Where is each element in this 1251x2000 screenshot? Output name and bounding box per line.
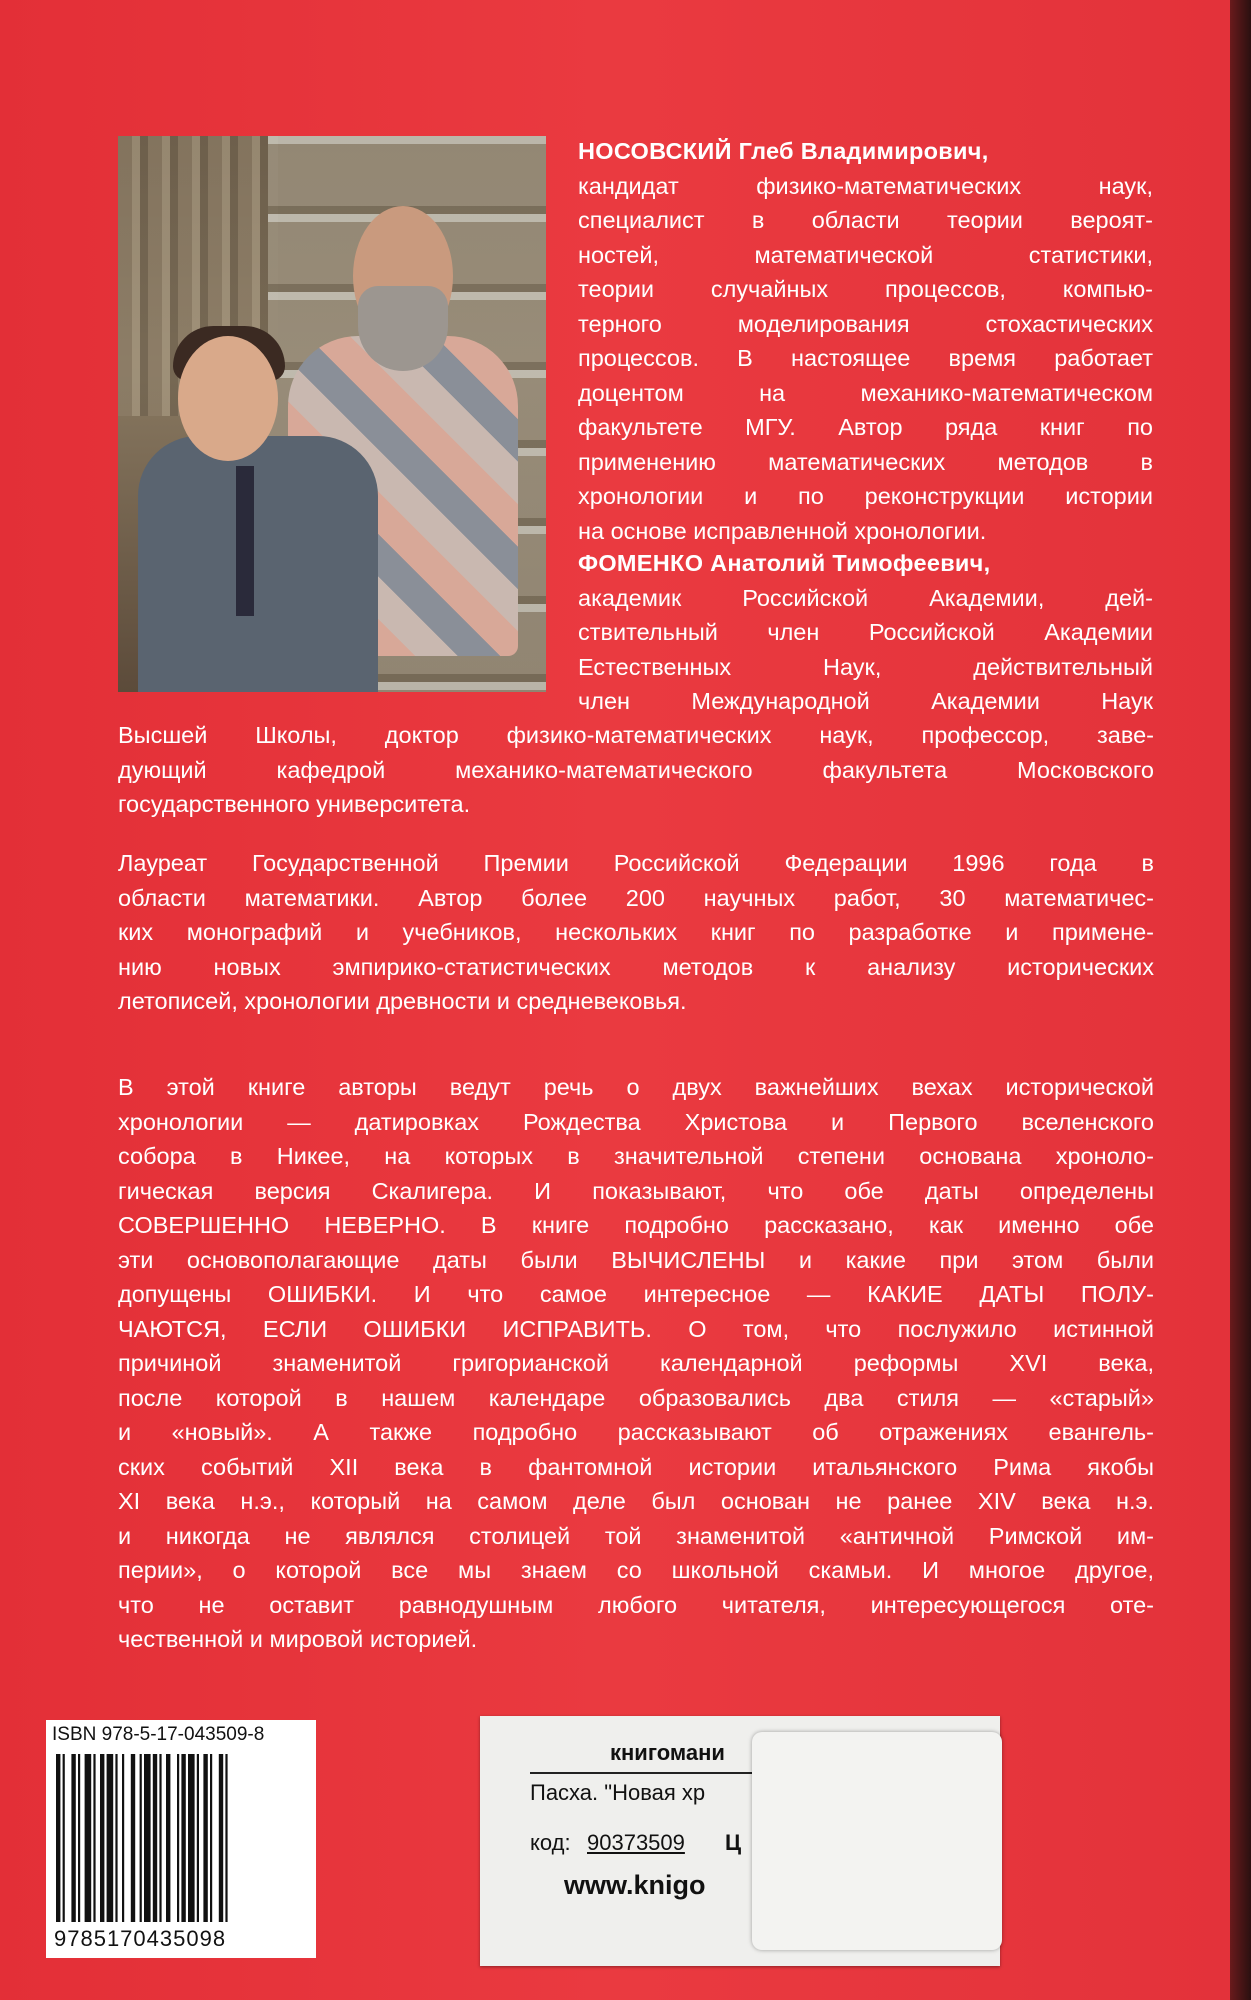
laureate-paragraph: Лауреат Государственной Премии Российской Федерации 1996 года в области математики. Автор более 200 научных работ, 30 математичес- ких монографий и учебников, нескольких книг по разработке и примене- нию новых эмпирико-статистических методов к анализу исторических летописей, хронологии древности и средневековья. bbox=[118, 850, 1154, 1014]
bio-fomenko: ФОМЕНКО Анатолий Тимофеевич, академик Российской Академии, дей- ствительный член Российской Академии Естественных Наук, действительный член Международной Академии Наук bbox=[578, 546, 1153, 719]
bio-nosovsky: НОСОВСКИЙ Глеб Владимирович, кандидат физико-математических наук, специалист в области теории вероят- ностей, математической статистики, теории случайных процессов, компью- терного моделирования стохастических процессов. В настоящее время работает доцентом на механико-математическом факультете МГУ. Автор ряда книг по применению математических методов в хронологии и по реконструкции истории на основе исправленной хронологии. bbox=[578, 134, 1153, 548]
sticker-url: www.knigo bbox=[564, 1870, 706, 1900]
book-annotation: В этой книге авторы ведут речь о двух важнейших вехах исторической хронологии — датировках Рождества Христова и Первого вселенского собора в Никее, на которых в значительной степени основана хроноло- гическая версия Скалигера. И показывают, что обе даты определены СОВЕРШЕННО НЕВЕРНО. В книге подробно рассказано, как именно обе эти основополагающие даты были ВЫЧИСЛЕНЫ и какие при этом были допущены ОШИБКИ. И что самое интересное — КАКИЕ ДАТЫ ПОЛУ- ЧАЮТСЯ, ЕСЛИ ОШИБКИ ИСПРАВИТЬ. О том, что послужило истинной причиной знаменитой григорианской календарной реформы XVI века, после которой в нашем календаре образовались два стиля — «старый» и «новый». А также подробно рассказывают об отражениях евангель- ских событий XII века в фантомной истории итальянского Рима якобы XI века н.э., который на самом деле был основан не ранее XIV века н.э. и никогда не являлся столицей той знаменитой «античной Римской им- перии», о которой все мы знаем со школьной скамьи. И многое другое, что не оставит равнодушным любого читателя, интересующегося оте- чественной и мировой историей. bbox=[118, 1074, 1154, 1652]
authors-photo bbox=[118, 136, 546, 692]
book-spine-edge bbox=[1230, 0, 1251, 2000]
overlay-sticker bbox=[752, 1732, 1002, 1950]
sticker-description: Пасха. "Новая хр bbox=[530, 1780, 706, 1805]
sticker-code: 90373509 bbox=[587, 1830, 685, 1855]
sticker-price: Ц bbox=[725, 1830, 742, 1855]
barcode-digits: 9785170435098 bbox=[54, 1926, 227, 1951]
sticker-code-label: код: bbox=[530, 1830, 571, 1855]
bio-nosovsky-name: НОСОВСКИЙ Глеб Владимирович, bbox=[578, 138, 989, 164]
isbn-label: ISBN 978-5-17-043509-8 bbox=[52, 1724, 265, 1745]
barcode-bars bbox=[56, 1754, 306, 1922]
sticker-store-name: книгомани bbox=[610, 1740, 725, 1765]
bio-fomenko-name: ФОМЕНКО Анатолий Тимофеевич, bbox=[578, 550, 991, 576]
bio-fomenko-continued: Высшей Школы, доктор физико-математических наук, профессор, заве- дующий кафедрой механико-математического факультета Московского государственного университета. bbox=[118, 722, 1154, 817]
isbn-barcode bbox=[46, 1720, 316, 1958]
